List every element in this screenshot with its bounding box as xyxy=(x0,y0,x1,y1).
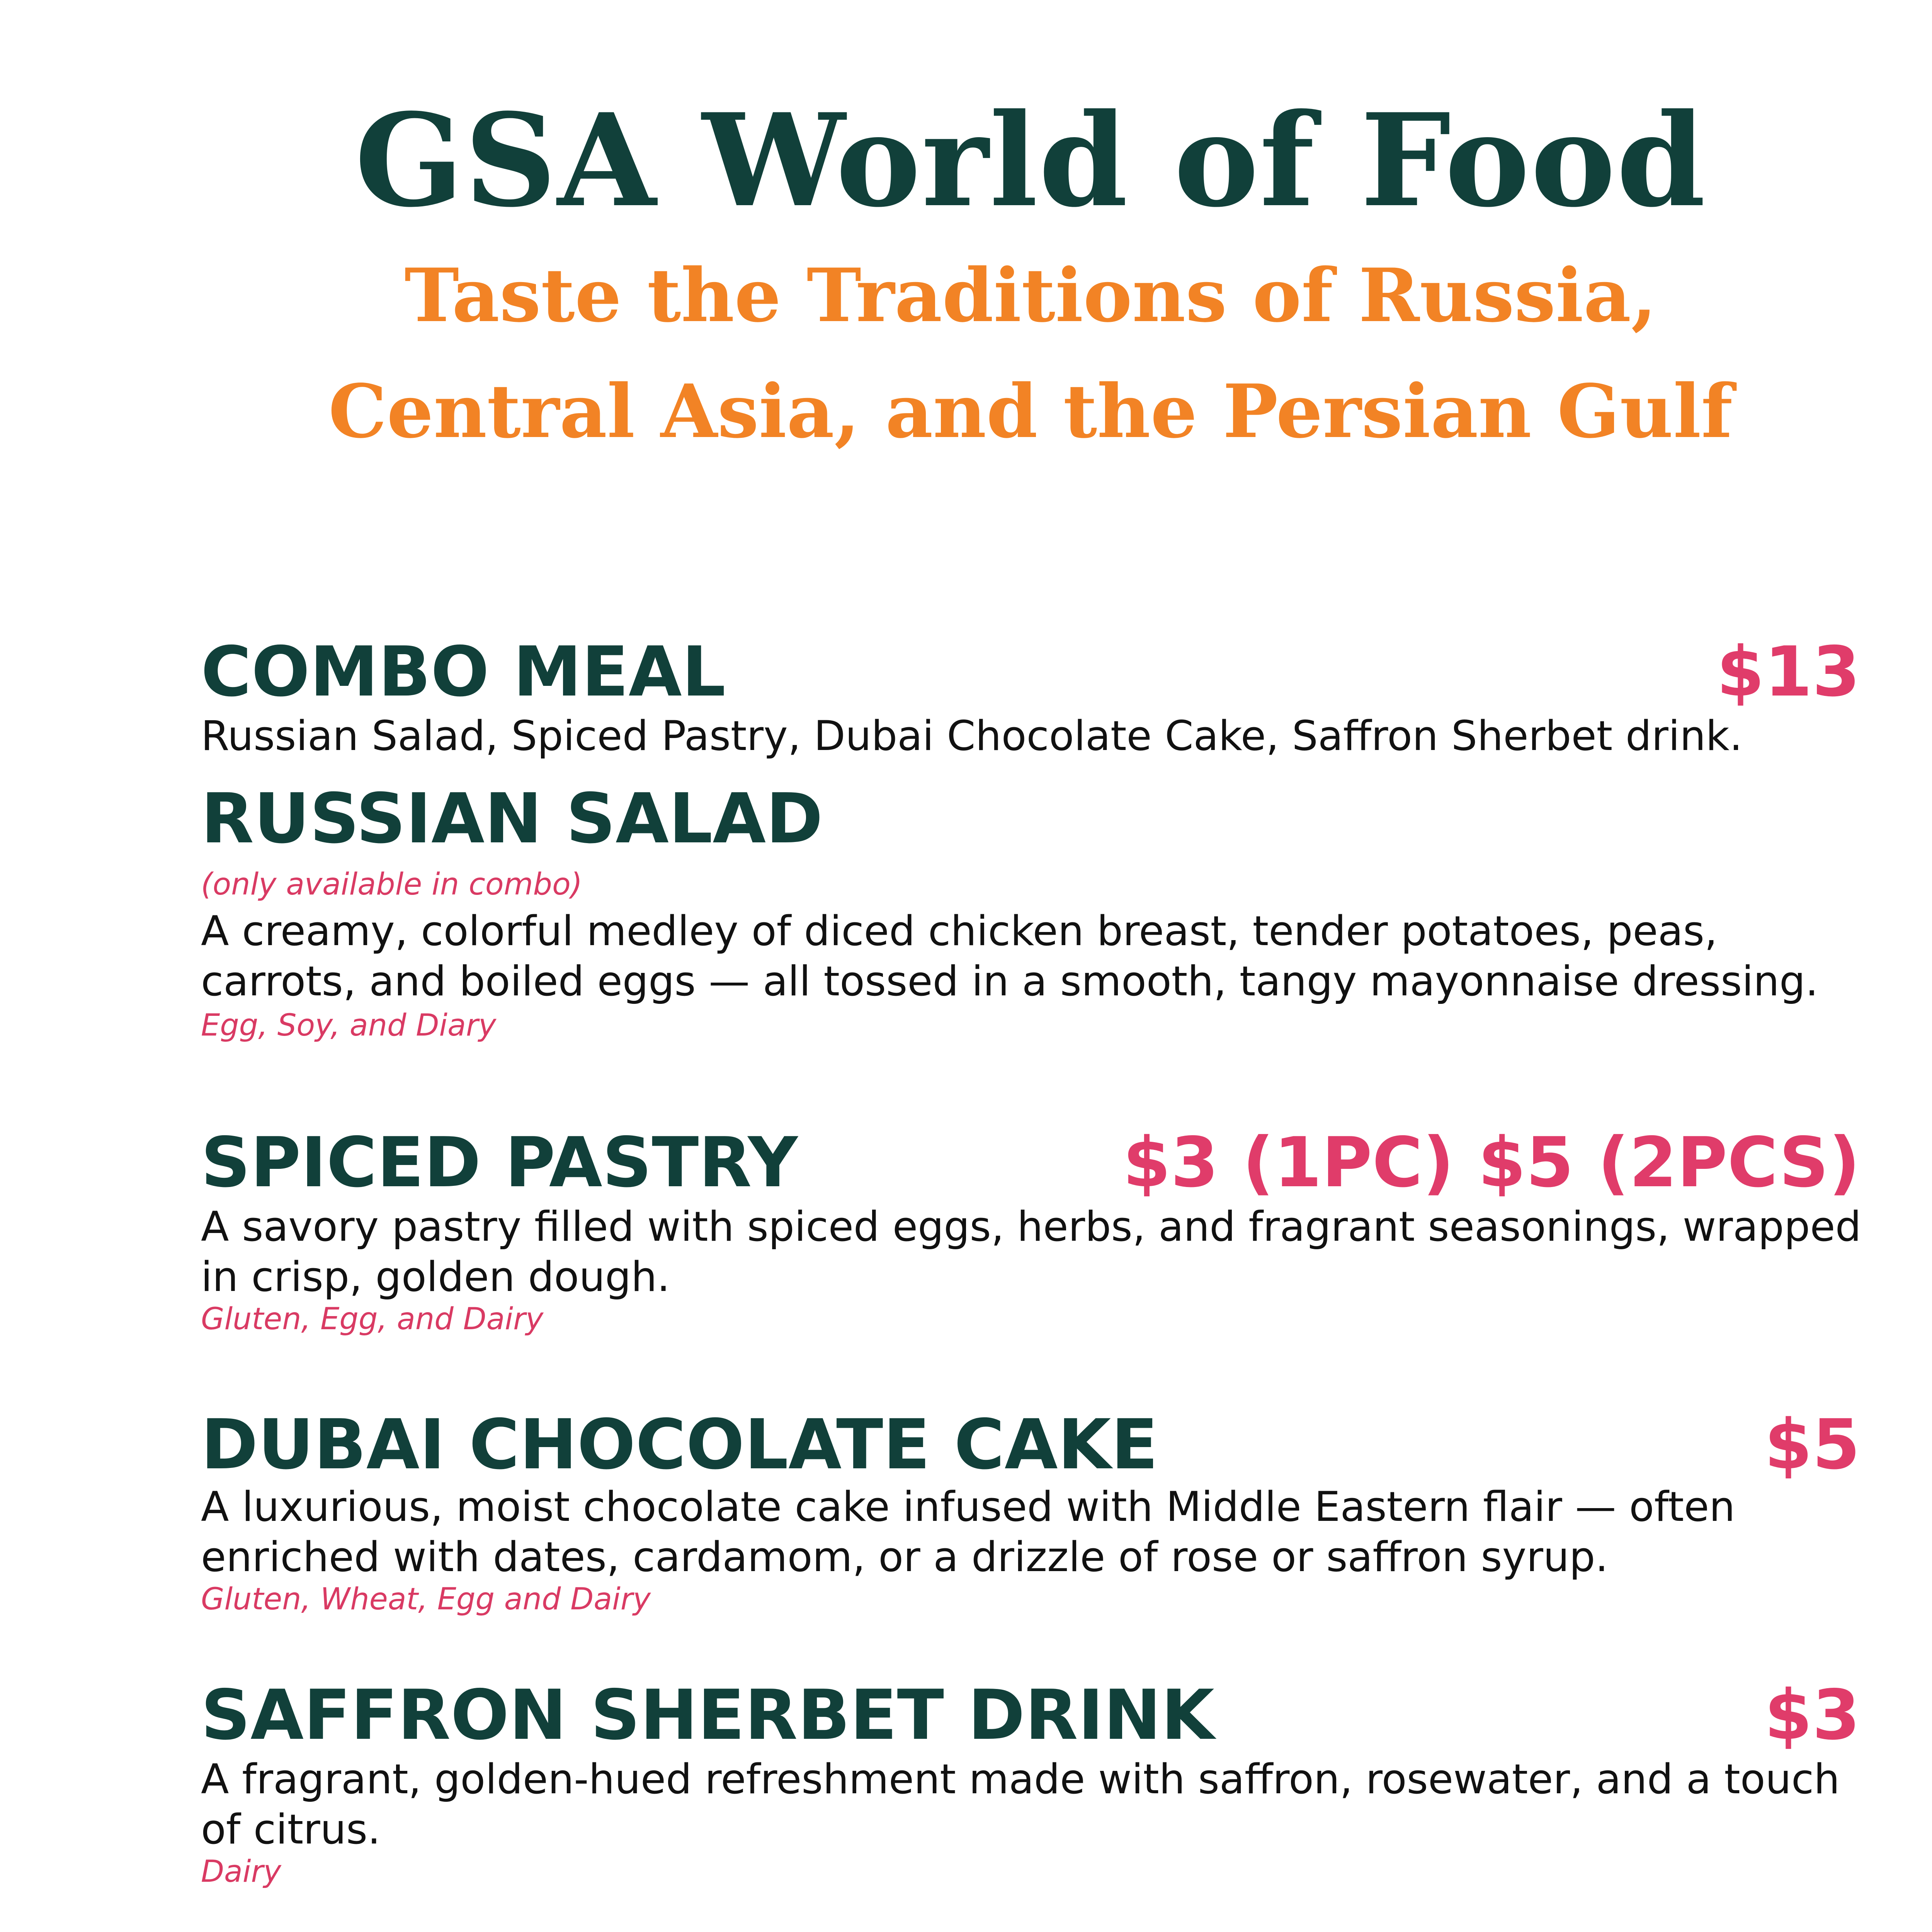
dubai-cake-allergens: Gluten, Wheat, Egg and Dairy xyxy=(201,1582,651,1617)
menu-subtitle-line2: Central Asia, and the Persian Gulf xyxy=(328,368,1733,454)
dubai-cake-description: A luxurious, moist chocolate cake infused with Middle Eastern flair — often enriched with dates, cardamom, or a drizzle of rose or saffron syrup. xyxy=(201,1483,1735,1581)
saffron-drink-price: $3 xyxy=(1764,1675,1860,1755)
combo-meal-price: $13 xyxy=(1716,632,1860,712)
combo-meal-name: COMBO MEAL xyxy=(201,632,726,712)
russian-salad-allergens: Egg, Soy, and Diary xyxy=(201,1008,497,1043)
saffron-drink-name: SAFFRON SHERBET DRINK xyxy=(201,1675,1214,1755)
russian-salad-heading xyxy=(201,779,1860,859)
spiced-pastry-price: $3 (1PC) $5 (2PCS) xyxy=(1122,1122,1860,1202)
spiced-pastry-description: A savory pastry filled with spiced eggs, herbs, and fragrant seasonings, wrapped in crisp, golden dough. xyxy=(201,1203,1861,1301)
dubai-cake-price: $5 xyxy=(1764,1405,1860,1485)
russian-salad-availability-note: (only available in combo) xyxy=(201,867,583,902)
saffron-drink-heading xyxy=(201,1675,1860,1755)
menu-title: GSA World of Food xyxy=(355,85,1706,235)
combo-meal-heading xyxy=(201,632,1860,712)
dubai-cake-name: DUBAI CHOCOLATE CAKE xyxy=(201,1405,1158,1485)
combo-meal-description: Russian Salad, Spiced Pastry, Dubai Chocolate Cake, Saffron Sherbet drink. xyxy=(201,712,1743,760)
russian-salad-name: RUSSIAN SALAD xyxy=(201,779,823,859)
saffron-drink-description: A fragrant, golden-hued refreshment made with saffron, rosewater, and a touch of citrus. xyxy=(201,1755,1840,1853)
saffron-drink-allergens: Dairy xyxy=(201,1854,281,1889)
spiced-pastry-name: SPICED PASTRY xyxy=(201,1122,798,1202)
menu-subtitle-line1: Taste the Traditions of Russia, xyxy=(404,252,1657,338)
russian-salad-description: A creamy, colorful medley of diced chicken breast, tender potatoes, peas, carrots, and boiled eggs — all tossed in a smooth, tangy mayonnaise dressing. xyxy=(201,907,1818,1005)
dubai-cake-heading xyxy=(201,1405,1860,1485)
spiced-pastry-heading xyxy=(201,1122,1860,1202)
spiced-pastry-allergens: Gluten, Egg, and Dairy xyxy=(201,1302,544,1337)
